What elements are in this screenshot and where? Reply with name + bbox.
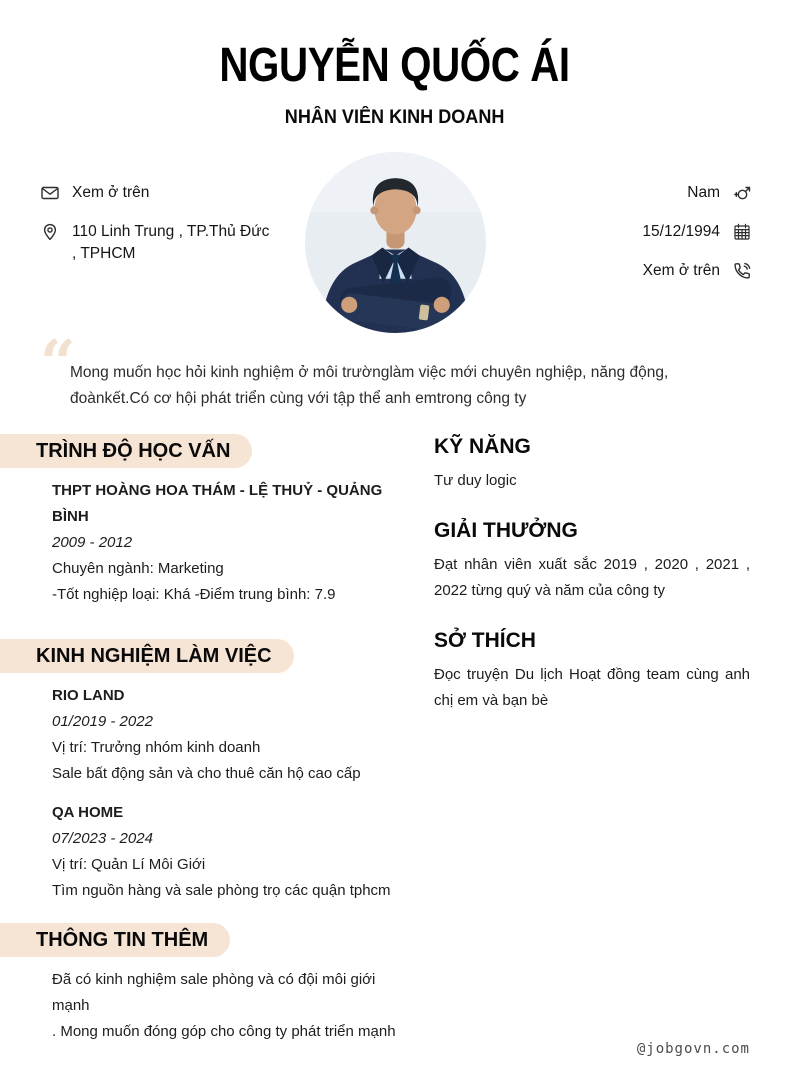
education-entry <box>52 478 414 608</box>
section-heading-awards: GIẢI THƯỞNG <box>434 519 578 542</box>
job-period: 07/2023 - 2024 <box>52 830 153 847</box>
experience-body <box>52 683 414 904</box>
location-icon <box>40 222 60 242</box>
education-detail: -Tốt nghiệp loại: Khá -Điểm trung bình: 7.9 <box>52 586 336 603</box>
contact-email-text: Xem ở trên <box>72 184 150 201</box>
section-heading-hobbies: SỞ THÍCH <box>434 629 536 652</box>
school-name: THPT HOÀNG HOA THÁM - LỆ THUỶ - QUẢNG BÌNH <box>52 482 383 525</box>
job-title: NHÂN VIÊN KINH DOANH <box>285 107 505 128</box>
cv-page <box>0 38 790 1067</box>
gender-icon <box>732 183 752 203</box>
main-content <box>0 434 790 1045</box>
contact-gender-text: Nam <box>687 184 720 201</box>
experience-entry <box>52 683 414 787</box>
job-detail: Vị trí: Trưởng nhóm kinh doanh <box>52 739 261 756</box>
profile-photo-illustration <box>305 152 486 333</box>
experience-entry <box>52 800 414 904</box>
additional-info-body <box>52 967 414 1045</box>
contact-birthdate-text: 15/12/1994 <box>642 223 720 240</box>
contact-address-text: 110 Linh Trung , TP.Thủ Đức , TPHCM <box>72 223 270 262</box>
contact-phone <box>510 260 752 282</box>
education-detail: Chuyên ngành: Marketing <box>52 560 224 577</box>
awards-text: Đạt nhân viên xuất sắc 2019 , 2020 , 2021 , 2022 từng quý và năm của công ty <box>434 556 750 599</box>
additional-info-line: Đã có kinh nghiệm sale phòng và có đội môi giới mạnh <box>52 971 376 1014</box>
company-name: RIO LAND <box>52 687 125 704</box>
objective-section <box>40 326 750 412</box>
candidate-name: NGUYỄN QUỐC ÁI <box>219 39 571 92</box>
contact-gender <box>510 182 752 204</box>
contact-phone-text: Xem ở trên <box>642 262 720 279</box>
job-detail: Vị trí: Quản Lí Môi Giới <box>52 856 206 873</box>
section-heading-skills: KỸ NĂNG <box>434 435 531 458</box>
page-title <box>0 38 790 94</box>
section-heading-education: TRÌNH ĐỘ HỌC VẤN <box>0 434 252 468</box>
photo-wrapper <box>280 152 510 338</box>
job-period: 01/2019 - 2022 <box>52 713 153 730</box>
hobbies-text: Đọc truyện Du lịch Hoạt đồng team cùng anh chị em và bạn bè <box>434 666 750 709</box>
left-column <box>0 434 434 1045</box>
contact-birthdate <box>510 221 752 243</box>
contact-email <box>40 182 280 204</box>
section-heading-experience: KINH NGHIỆM LÀM VIỆC <box>0 639 294 673</box>
calendar-icon <box>732 222 752 242</box>
phone-icon <box>732 261 752 281</box>
contact-right-column <box>510 152 790 338</box>
profile-photo <box>305 152 486 333</box>
email-icon <box>40 183 60 203</box>
quote-icon: “ <box>40 326 76 399</box>
contact-left-column <box>0 152 280 338</box>
education-period: 2009 - 2012 <box>52 534 133 551</box>
company-name: QA HOME <box>52 804 124 821</box>
right-column <box>434 434 790 1045</box>
watermark: @jobgovn.com <box>636 1041 750 1057</box>
job-detail: Sale bất động sản và cho thuê căn hộ cao cấp <box>52 765 361 782</box>
objective-text: Mong muốn học hỏi kinh nghiệm ở môi trườnglàm việc mới chuyên nghiệp, năng động, đoànkết.Có cơ hội phát triển cùng với tập thể anh emtrong công ty <box>70 364 669 407</box>
education-body <box>52 478 414 608</box>
job-detail: Tìm nguồn hàng và sale phòng trọ các quận tphcm <box>52 882 391 899</box>
contact-address <box>40 221 280 265</box>
contact-section <box>0 152 790 338</box>
section-heading-additional-info: THÔNG TIN THÊM <box>0 923 230 957</box>
skills-text: Tư duy logic <box>434 472 517 489</box>
additional-info-line: . Mong muốn đóng góp cho công ty phát triển mạnh <box>52 1023 396 1040</box>
